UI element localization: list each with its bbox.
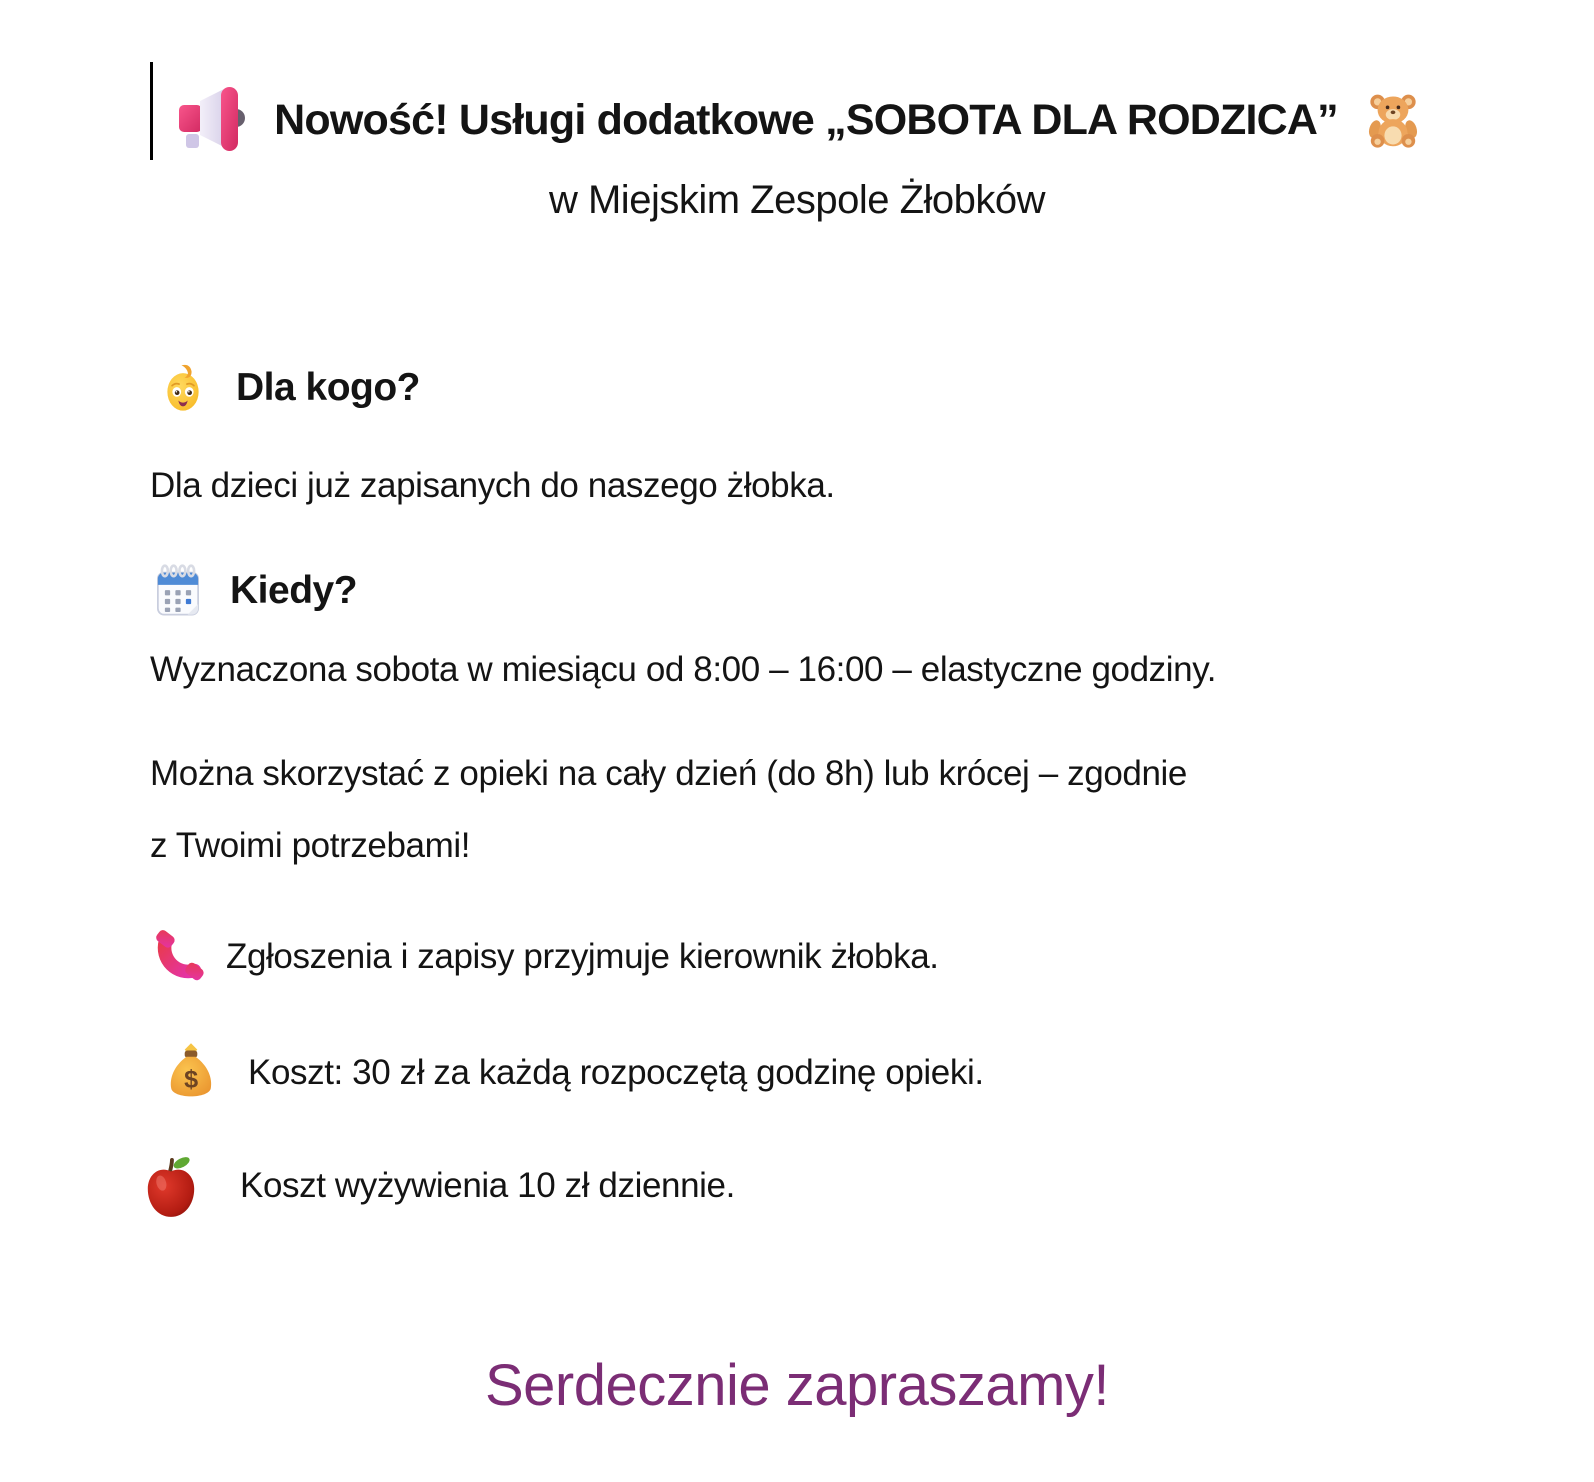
bullet-text: Zgłoszenia i zapisy przyjmuje kierownik żłobka. [226, 937, 939, 976]
bullet-text: Koszt: 30 zł za każdą rozpoczętą godzinę opieki. [248, 1053, 984, 1092]
bullet-text: Koszt wyżywienia 10 zł dziennie. [240, 1166, 735, 1205]
bullet-food [142, 1152, 735, 1220]
paragraph: z Twoimi potrzebami! [150, 826, 471, 865]
dollar-sign: $ [184, 1065, 198, 1094]
teddy-bear-icon [1364, 91, 1422, 149]
page-subtitle: w Miejskim Zespole Żłobków [548, 178, 1046, 222]
section-heading-kiedy [150, 562, 357, 620]
money-bag-icon [164, 1042, 218, 1104]
bullet-cost [164, 1042, 984, 1104]
telephone-receiver-icon [150, 928, 208, 986]
paragraph: Wyznaczona sobota w miesiącu od 8:00 – 16:00 – elastyczne godziny. [150, 650, 1217, 689]
title-text: Nowość! Usługi dodatkowe „SOBOTA DLA RODZICA” [274, 95, 1338, 144]
paragraph: Dla dzieci już zapisanych do naszego żłobka. [150, 466, 835, 505]
page-title [0, 82, 1594, 158]
section-heading-dla-kogo [158, 362, 420, 414]
section-heading-label: Kiedy? [230, 569, 358, 612]
spiral-calendar-icon [150, 562, 206, 620]
bullet-phone [150, 928, 939, 986]
section-heading-label: Dla kogo? [236, 366, 421, 409]
red-apple-icon [142, 1152, 200, 1220]
megaphone-icon [172, 82, 248, 158]
baby-face-icon [158, 362, 208, 414]
paragraph: Można skorzystać z opieki na cały dzień (do 8h) lub krócej – zgodnie [150, 754, 1187, 793]
closing-invitation: Serdecznie zapraszamy! [484, 1353, 1110, 1418]
